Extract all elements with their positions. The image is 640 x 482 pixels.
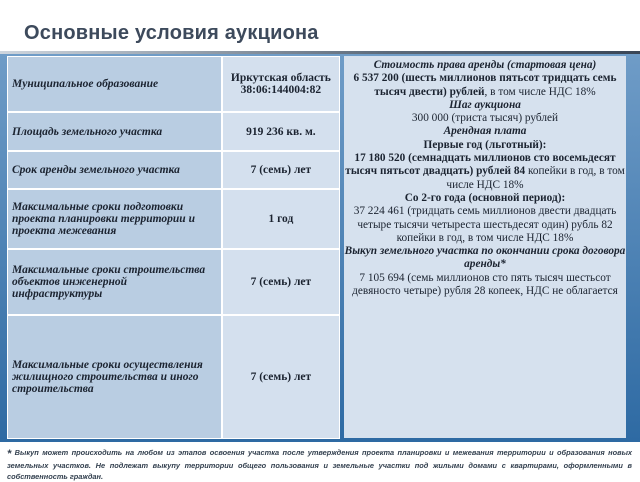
year1-heading: Первые год (льготный): bbox=[423, 138, 547, 151]
buyout-value: 7 105 694 (семь миллионов сто пять тысяч шестьсот девяносто четыре) рубля 28 копеек, НДС не облагается bbox=[352, 271, 618, 298]
term-value: Иркутская область 38:06:144004:82 bbox=[222, 56, 340, 112]
term-label: Максимальные сроки подготовки проекта планировки территории и проекта межевания bbox=[7, 189, 222, 249]
year2-value: 37 224 461 (тридцать семь миллионов двести двадцать четыре тысячи четыреста шестьдесят один) рубль 82 копейки в год, в том числе НДС 18% bbox=[353, 205, 617, 244]
term-label: Площадь земельного участка bbox=[7, 112, 222, 151]
footnote bbox=[7, 447, 632, 482]
term-value: 7 (семь) лет bbox=[222, 315, 340, 439]
table-row bbox=[7, 112, 340, 151]
step-value: 300 000 (триста тысяч) рублей bbox=[411, 112, 559, 125]
start-price-vat: , в том числе НДС 18% bbox=[484, 85, 596, 98]
buyout-heading: Выкуп земельного участка по окончании срока договора аренды* bbox=[344, 245, 626, 271]
start-price-heading: Стоимость права аренды (стартовая цена) bbox=[373, 59, 597, 71]
year1-rest: копейки в год, в том числе НДС 18% bbox=[446, 165, 625, 191]
term-label: Максимальные сроки осуществления жилищного строительства и иного строительства bbox=[7, 315, 222, 439]
terms-table bbox=[7, 56, 340, 439]
term-value: 7 (семь) лет bbox=[222, 151, 340, 189]
term-label: Максимальные сроки строительства объектов инженерной инфраструктуры bbox=[7, 249, 222, 315]
term-value: 1 год bbox=[222, 189, 340, 249]
footnote-mark: * bbox=[7, 448, 12, 460]
term-label: Срок аренды земельного участка bbox=[7, 151, 222, 189]
rent-heading: Арендная плата bbox=[443, 125, 527, 138]
table-row bbox=[7, 249, 340, 315]
step-heading: Шаг аукциона bbox=[449, 98, 521, 111]
start-price-amount: 6 537 200 (шесть миллионов пятьсот тридцать семь тысяч двести) рублей bbox=[353, 72, 617, 98]
term-value: 7 (семь) лет bbox=[222, 249, 340, 315]
table-row bbox=[7, 151, 340, 189]
page-title: Основные условия аукциона bbox=[24, 22, 319, 44]
year1-amount: 17 180 520 (семнадцать миллионов сто восемьдесят тысяч пятьсот двадцать) рублей 84 bbox=[345, 152, 616, 178]
year2-heading: Со 2-го года (основной период): bbox=[404, 191, 566, 204]
pricing-cell bbox=[344, 56, 626, 438]
table-row bbox=[7, 315, 340, 439]
term-label: Муниципальное образование bbox=[7, 56, 222, 112]
table-row bbox=[7, 56, 340, 112]
term-value: 919 236 кв. м. bbox=[222, 112, 340, 151]
table-row bbox=[7, 189, 340, 249]
footnote-text: Выкуп может происходить на любом из этапов освоения участка после утверждения проекта планировки и межевания территории и образования новых земельных участков. Не подлежат выкупу территории общего пользования и земельные участки под жилыми домами с квартирами, оформленными в собственность граждан. bbox=[7, 448, 632, 481]
